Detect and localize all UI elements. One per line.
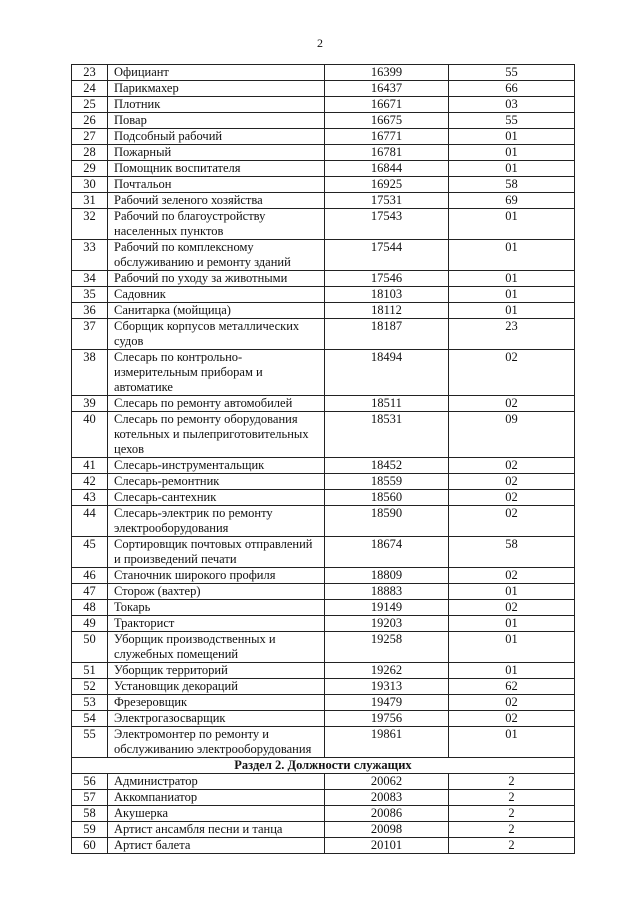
table-row [72, 474, 575, 490]
table-row [72, 303, 575, 319]
position-code: 17543 [325, 209, 449, 240]
position-code: 16771 [325, 129, 449, 145]
row-number: 59 [72, 822, 108, 838]
category-value: 58 [449, 177, 575, 193]
position-name: Сторож (вахтер) [108, 584, 325, 600]
position-name: Электрогазосварщик [108, 711, 325, 727]
position-name: Уборщик территорий [108, 663, 325, 679]
category-value: 01 [449, 145, 575, 161]
category-value: 2 [449, 790, 575, 806]
table-row [72, 240, 575, 271]
row-number: 43 [72, 490, 108, 506]
position-name: Рабочий зеленого хозяйства [108, 193, 325, 209]
category-value: 01 [449, 616, 575, 632]
position-code: 16437 [325, 81, 449, 97]
table-row [72, 616, 575, 632]
category-value: 02 [449, 695, 575, 711]
category-value: 02 [449, 600, 575, 616]
row-number: 51 [72, 663, 108, 679]
table-row [72, 568, 575, 584]
row-number: 57 [72, 790, 108, 806]
row-number: 58 [72, 806, 108, 822]
table-row [72, 81, 575, 97]
table-row [72, 271, 575, 287]
row-number: 53 [72, 695, 108, 711]
position-name: Тракторист [108, 616, 325, 632]
table-row [72, 584, 575, 600]
category-value: 02 [449, 506, 575, 537]
position-name: Сборщик корпусов металлических судов [108, 319, 325, 350]
position-name: Слесарь по контрольно-измерительным приборам и автоматике [108, 350, 325, 396]
category-value: 02 [449, 458, 575, 474]
category-value: 01 [449, 129, 575, 145]
position-name: Электромонтер по ремонту и обслуживанию электрооборудования [108, 727, 325, 758]
category-value: 02 [449, 490, 575, 506]
table-row [72, 632, 575, 663]
row-number: 48 [72, 600, 108, 616]
table-row [72, 458, 575, 474]
table-row [72, 711, 575, 727]
position-code: 19258 [325, 632, 449, 663]
table-row [72, 113, 575, 129]
position-code: 16925 [325, 177, 449, 193]
row-number: 42 [72, 474, 108, 490]
table-row [72, 177, 575, 193]
category-value: 01 [449, 209, 575, 240]
table-row [72, 663, 575, 679]
position-name: Сортировщик почтовых отправлений и произведений печати [108, 537, 325, 568]
section-2-header [72, 758, 575, 774]
position-name: Установщик декораций [108, 679, 325, 695]
row-number: 23 [72, 65, 108, 81]
position-code: 16781 [325, 145, 449, 161]
row-number: 38 [72, 350, 108, 396]
position-code: 20062 [325, 774, 449, 790]
category-value: 01 [449, 727, 575, 758]
table-row [72, 774, 575, 790]
category-value: 69 [449, 193, 575, 209]
position-code: 20098 [325, 822, 449, 838]
position-name: Рабочий по благоустройству населенных пунктов [108, 209, 325, 240]
position-name: Пожарный [108, 145, 325, 161]
row-number: 47 [72, 584, 108, 600]
position-code: 18452 [325, 458, 449, 474]
position-name: Администратор [108, 774, 325, 790]
table-row [72, 193, 575, 209]
category-value: 03 [449, 97, 575, 113]
table-row [72, 287, 575, 303]
category-value: 2 [449, 774, 575, 790]
category-value: 01 [449, 632, 575, 663]
table-row [72, 600, 575, 616]
section-2-rows [72, 774, 575, 854]
position-code: 17544 [325, 240, 449, 271]
position-name: Помощник воспитателя [108, 161, 325, 177]
position-code: 20101 [325, 838, 449, 854]
table-row [72, 506, 575, 537]
table-row [72, 490, 575, 506]
table-row [72, 790, 575, 806]
category-value: 01 [449, 287, 575, 303]
position-code: 19262 [325, 663, 449, 679]
category-value: 2 [449, 822, 575, 838]
row-number: 52 [72, 679, 108, 695]
position-code: 18674 [325, 537, 449, 568]
row-number: 29 [72, 161, 108, 177]
row-number: 50 [72, 632, 108, 663]
position-code: 19149 [325, 600, 449, 616]
table-row [72, 727, 575, 758]
category-value: 01 [449, 584, 575, 600]
professions-table [71, 64, 575, 854]
category-value: 01 [449, 303, 575, 319]
row-number: 46 [72, 568, 108, 584]
row-number: 33 [72, 240, 108, 271]
position-name: Акушерка [108, 806, 325, 822]
table-row [72, 396, 575, 412]
position-name: Слесарь-сантехник [108, 490, 325, 506]
table-row [72, 97, 575, 113]
position-code: 17531 [325, 193, 449, 209]
row-number: 37 [72, 319, 108, 350]
position-code: 18590 [325, 506, 449, 537]
row-number: 54 [72, 711, 108, 727]
position-name: Санитарка (мойщица) [108, 303, 325, 319]
position-code: 18559 [325, 474, 449, 490]
position-name: Садовник [108, 287, 325, 303]
row-number: 41 [72, 458, 108, 474]
row-number: 31 [72, 193, 108, 209]
category-value: 01 [449, 663, 575, 679]
category-value: 02 [449, 474, 575, 490]
row-number: 24 [72, 81, 108, 97]
position-code: 19756 [325, 711, 449, 727]
category-value: 2 [449, 838, 575, 854]
row-number: 30 [72, 177, 108, 193]
table-row [72, 65, 575, 81]
table-row [72, 209, 575, 240]
position-code: 18103 [325, 287, 449, 303]
category-value: 02 [449, 396, 575, 412]
table-row [72, 838, 575, 854]
position-code: 19313 [325, 679, 449, 695]
position-code: 18883 [325, 584, 449, 600]
position-name: Уборщик производственных и служебных помещений [108, 632, 325, 663]
position-code: 18809 [325, 568, 449, 584]
section-title: Раздел 2. Должности служащих [72, 758, 575, 774]
position-code: 18511 [325, 396, 449, 412]
position-name: Токарь [108, 600, 325, 616]
row-number: 26 [72, 113, 108, 129]
table-row [72, 806, 575, 822]
category-value: 02 [449, 711, 575, 727]
category-value: 02 [449, 568, 575, 584]
table-row [72, 319, 575, 350]
table-row [72, 161, 575, 177]
position-name: Официант [108, 65, 325, 81]
row-number: 40 [72, 412, 108, 458]
position-name: Слесарь-электрик по ремонту электрооборудования [108, 506, 325, 537]
position-name: Повар [108, 113, 325, 129]
category-value: 23 [449, 319, 575, 350]
position-code: 18494 [325, 350, 449, 396]
row-number: 45 [72, 537, 108, 568]
position-code: 18187 [325, 319, 449, 350]
row-number: 36 [72, 303, 108, 319]
table-row [72, 412, 575, 458]
row-number: 35 [72, 287, 108, 303]
position-name: Станочник широкого профиля [108, 568, 325, 584]
position-code: 18531 [325, 412, 449, 458]
position-code: 20083 [325, 790, 449, 806]
table-row [72, 695, 575, 711]
position-code: 19479 [325, 695, 449, 711]
category-value: 58 [449, 537, 575, 568]
position-code: 18112 [325, 303, 449, 319]
row-number: 25 [72, 97, 108, 113]
section-1-rows [72, 65, 575, 758]
position-code: 19203 [325, 616, 449, 632]
category-value: 01 [449, 161, 575, 177]
category-value: 55 [449, 113, 575, 129]
position-code: 19861 [325, 727, 449, 758]
position-code: 17546 [325, 271, 449, 287]
position-name: Слесарь по ремонту оборудования котельных и пылеприготовительных цехов [108, 412, 325, 458]
section-title-row [72, 758, 575, 774]
position-name: Парикмахер [108, 81, 325, 97]
table-row [72, 145, 575, 161]
position-name: Плотник [108, 97, 325, 113]
position-name: Аккомпаниатор [108, 790, 325, 806]
position-name: Артист ансамбля песни и танца [108, 822, 325, 838]
position-name: Артист балета [108, 838, 325, 854]
position-code: 18560 [325, 490, 449, 506]
position-name: Фрезеровщик [108, 695, 325, 711]
position-name: Слесарь-ремонтник [108, 474, 325, 490]
row-number: 32 [72, 209, 108, 240]
category-value: 02 [449, 350, 575, 396]
row-number: 56 [72, 774, 108, 790]
position-name: Рабочий по комплексному обслуживанию и ремонту зданий [108, 240, 325, 271]
table-row [72, 679, 575, 695]
row-number: 28 [72, 145, 108, 161]
row-number: 27 [72, 129, 108, 145]
position-code: 16844 [325, 161, 449, 177]
category-value: 62 [449, 679, 575, 695]
position-name: Слесарь по ремонту автомобилей [108, 396, 325, 412]
category-value: 01 [449, 271, 575, 287]
category-value: 55 [449, 65, 575, 81]
table-row [72, 350, 575, 396]
position-code: 16399 [325, 65, 449, 81]
position-code: 16675 [325, 113, 449, 129]
position-name: Подсобный рабочий [108, 129, 325, 145]
position-code: 16671 [325, 97, 449, 113]
position-code: 20086 [325, 806, 449, 822]
category-value: 09 [449, 412, 575, 458]
category-value: 2 [449, 806, 575, 822]
page-number: 2 [317, 36, 323, 50]
row-number: 44 [72, 506, 108, 537]
position-name: Слесарь-инструментальщик [108, 458, 325, 474]
table-row [72, 129, 575, 145]
category-value: 01 [449, 240, 575, 271]
position-name: Почтальон [108, 177, 325, 193]
position-name: Рабочий по уходу за животными [108, 271, 325, 287]
row-number: 60 [72, 838, 108, 854]
table-row [72, 537, 575, 568]
row-number: 34 [72, 271, 108, 287]
table-row [72, 822, 575, 838]
category-value: 66 [449, 81, 575, 97]
row-number: 39 [72, 396, 108, 412]
row-number: 55 [72, 727, 108, 758]
row-number: 49 [72, 616, 108, 632]
